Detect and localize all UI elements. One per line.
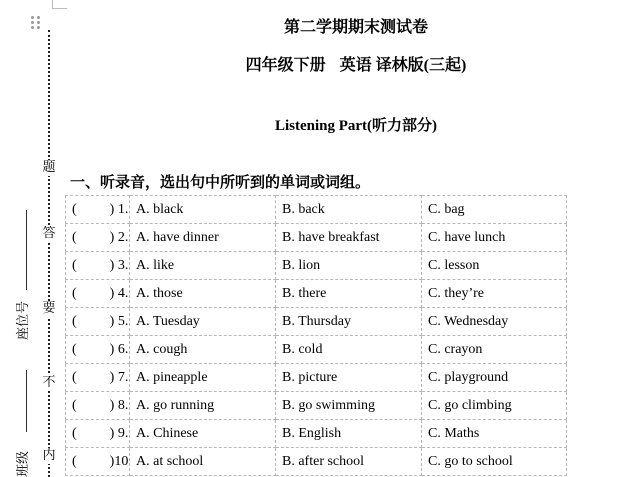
paren-open: (	[72, 229, 77, 245]
question-row	[66, 224, 567, 252]
question-table	[65, 195, 567, 476]
question-row	[66, 392, 567, 420]
question-num-label: ) 5.	[109, 313, 129, 329]
class-blank	[26, 370, 27, 432]
option-a: A. pineapple	[130, 364, 276, 392]
option-a: A. black	[130, 196, 276, 224]
seal-char: 答	[42, 226, 56, 241]
option-a: A. like	[130, 252, 276, 280]
option-c: C. playground	[422, 364, 567, 392]
paren-open: (	[72, 201, 77, 217]
option-a: A. those	[130, 280, 276, 308]
question-row	[66, 280, 567, 308]
question-number	[66, 336, 130, 364]
paren-open: (	[72, 285, 77, 301]
edition-label: 译林版(三起)	[375, 57, 467, 74]
question-num-label: )10	[109, 453, 129, 469]
question-num-label: ) 4.	[109, 285, 129, 301]
question-number	[66, 280, 130, 308]
question-row	[66, 252, 567, 280]
section-instruction: 一、听录音，选出句中所听到的单词或词组。	[70, 175, 371, 191]
question-row	[66, 308, 567, 336]
seat-number-label: 座位号	[16, 300, 31, 340]
seat-number-blank	[26, 210, 27, 290]
option-b: B. lion	[276, 252, 422, 280]
exam-title: 第二学期期末测试卷	[283, 19, 428, 36]
paren-open: (	[72, 369, 77, 385]
exam-subtitle	[0, 52, 640, 75]
option-b: B. have breakfast	[276, 224, 422, 252]
class-label: 班级	[16, 450, 31, 477]
option-a: A. cough	[130, 336, 276, 364]
option-b: B. after school	[276, 448, 422, 476]
option-c: C. have lunch	[422, 224, 567, 252]
option-b: B. cold	[276, 336, 422, 364]
grade-label: 四年级下册	[245, 57, 326, 74]
seal-char: 不	[42, 375, 56, 390]
option-a: A. Tuesday	[130, 308, 276, 336]
option-c: C. crayon	[422, 336, 567, 364]
option-b: B. English	[276, 420, 422, 448]
question-num-label: ) 1.	[109, 201, 129, 217]
option-b: B. picture	[276, 364, 422, 392]
question-num-label: ) 7.	[109, 369, 129, 385]
question-num-label: ) 9.	[109, 425, 129, 441]
paren-open: (	[72, 425, 77, 441]
question-num-label: ) 2.	[109, 229, 129, 245]
question-number	[66, 448, 130, 476]
option-a: A. Chinese	[130, 420, 276, 448]
option-b: B. there	[276, 280, 422, 308]
option-c: C. lesson	[422, 252, 567, 280]
option-c: C. Wednesday	[422, 308, 567, 336]
option-b: B. Thursday	[276, 308, 422, 336]
question-row	[66, 364, 567, 392]
question-number	[66, 196, 130, 224]
seal-char: 内	[42, 448, 56, 463]
seal-fold-line	[48, 30, 50, 477]
option-a: A. at school	[130, 448, 276, 476]
paren-open: (	[72, 341, 77, 357]
option-a: A. have dinner	[130, 224, 276, 252]
option-b: B. back	[276, 196, 422, 224]
option-c: C. go climbing	[422, 392, 567, 420]
seal-char: 题	[42, 160, 56, 175]
option-c: C. they’re	[422, 280, 567, 308]
question-number	[66, 224, 130, 252]
option-c: C. go to school	[422, 448, 567, 476]
seal-char: 要	[42, 301, 56, 316]
paren-open: (	[72, 453, 77, 469]
question-number	[66, 252, 130, 280]
question-num-label: ) 6.	[109, 341, 129, 357]
question-row	[66, 196, 567, 224]
paren-open: (	[72, 313, 77, 329]
option-b: B. go swimming	[276, 392, 422, 420]
option-a: A. go running	[130, 392, 276, 420]
question-number	[66, 392, 130, 420]
question-row	[66, 420, 567, 448]
question-row	[66, 336, 567, 364]
question-number	[66, 308, 130, 336]
question-number	[66, 364, 130, 392]
subject-label: 英语	[339, 57, 372, 74]
paren-open: (	[72, 257, 77, 273]
question-number	[66, 420, 130, 448]
paren-open: (	[72, 397, 77, 413]
page-corner-mark	[52, 0, 67, 9]
option-c: C. bag	[422, 196, 567, 224]
question-row	[66, 448, 567, 476]
part-heading: Listening Part(听力部分)	[274, 118, 438, 134]
option-c: C. Maths	[422, 420, 567, 448]
question-num-label: ) 3.	[109, 257, 129, 273]
question-num-label: ) 8.	[109, 397, 129, 413]
